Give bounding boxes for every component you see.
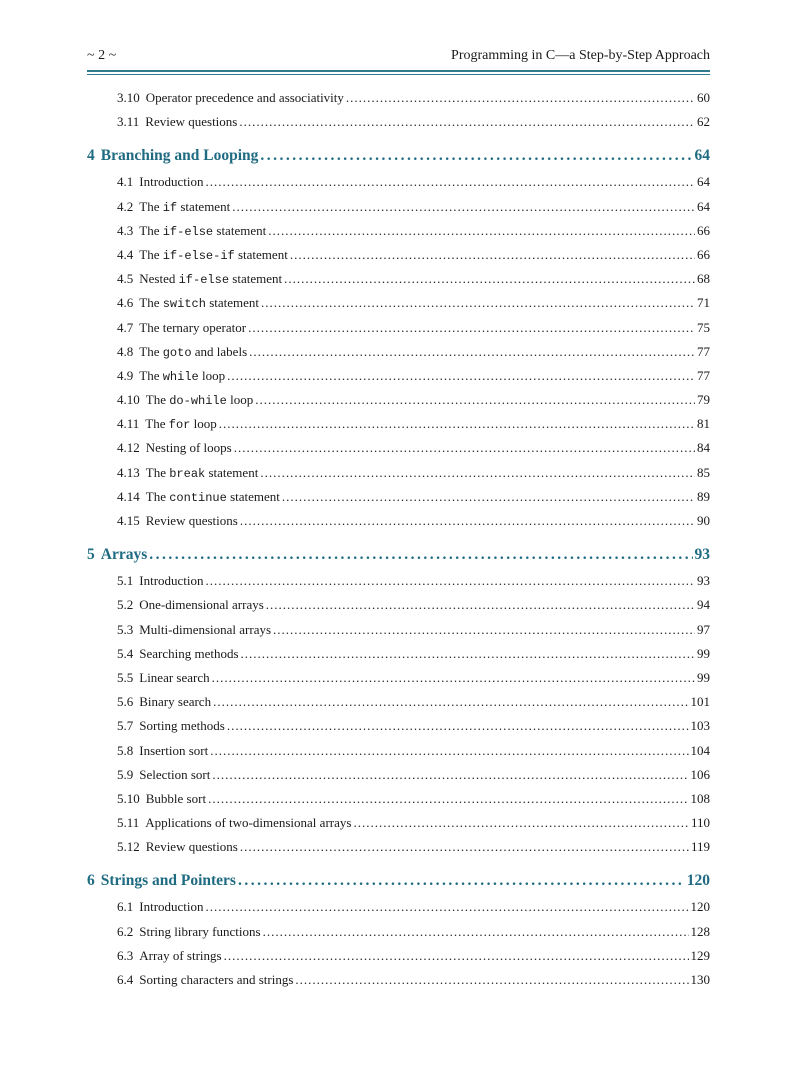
toc-entry[interactable] (87, 920, 710, 944)
chapter-page-number: 64 (694, 147, 710, 165)
entry-title (146, 436, 232, 460)
entry-title-text: Review questions (145, 114, 238, 130)
entry-page-number: 128 (690, 923, 710, 939)
entry-title-text: Nesting of loops (145, 440, 232, 456)
entry-code-keyword: break (169, 466, 206, 481)
entry-page-number: 104 (690, 742, 710, 758)
dot-leader (260, 143, 692, 169)
dot-leader (240, 835, 689, 859)
dot-leader (206, 569, 695, 593)
entry-title (139, 763, 210, 787)
chapter-heading[interactable] (87, 143, 710, 169)
entry-title (146, 485, 280, 510)
entry-code-keyword: if-else-if (162, 248, 235, 263)
toc-entry[interactable] (87, 835, 710, 859)
toc-entry[interactable] (87, 267, 710, 291)
entry-page-number: 60 (697, 90, 710, 105)
entry-title-text: Binary search (139, 694, 212, 710)
entry-page-number: 119 (690, 839, 710, 855)
dot-leader (212, 666, 695, 690)
entry-number: 5.4 (117, 645, 134, 661)
dot-leader (284, 267, 695, 291)
entry-page-number: 66 (697, 246, 710, 262)
entry-title (146, 388, 253, 413)
entry-number: 4.3 (117, 222, 134, 238)
toc-entry[interactable] (87, 944, 710, 968)
dot-leader (234, 436, 695, 460)
entry-number: 5.7 (117, 718, 134, 734)
dot-leader (249, 340, 695, 364)
dot-leader (212, 763, 688, 787)
entry-title-text: The (139, 343, 163, 359)
dot-leader (273, 618, 695, 642)
toc-entry[interactable] (87, 666, 710, 690)
entry-title (139, 618, 271, 642)
entry-title-text: Selection sort (139, 766, 211, 782)
header-rule-thick (87, 70, 710, 72)
entry-title-text: The (145, 416, 169, 432)
dot-leader (282, 485, 695, 509)
chapter-page-number: 93 (694, 546, 710, 564)
entry-page-number: 97 (697, 621, 710, 637)
entry-number: 5.10 (117, 790, 140, 806)
entry-title-text: Review questions (145, 513, 238, 528)
entry-title-text: The (145, 488, 170, 504)
entry-title-suffix: loop (190, 416, 217, 432)
entry-page-number: 108 (690, 790, 710, 806)
entry-title (145, 412, 216, 437)
entry-title-suffix: statement (213, 222, 267, 238)
entry-title (139, 968, 293, 992)
entry-title-text: Sorting characters and strings (139, 972, 294, 987)
toc-entry[interactable] (87, 690, 710, 714)
chapter-heading[interactable] (87, 868, 710, 894)
chapter-number: 6 (87, 872, 95, 890)
entry-title (139, 364, 225, 389)
entry-number: 3.10 (117, 90, 140, 105)
toc-entry[interactable] (87, 340, 710, 364)
entry-page-number: 93 (697, 573, 710, 589)
entry-page-number: 110 (690, 815, 710, 831)
entry-page-number: 79 (697, 392, 710, 408)
entry-title-text: The (139, 295, 163, 311)
entry-number: 5.6 (117, 694, 134, 710)
entry-page-number: 99 (697, 669, 710, 685)
entry-page-number: 81 (697, 416, 710, 432)
entry-code-keyword: while (162, 369, 199, 384)
entry-title (146, 835, 238, 859)
book-title: Programming in C—a Step-by-Step Approach (451, 48, 710, 63)
toc-entry[interactable] (87, 485, 710, 509)
entry-page-number: 103 (690, 718, 710, 734)
dot-leader (295, 968, 688, 992)
entry-number: 6.2 (117, 923, 134, 939)
dot-leader (219, 412, 695, 436)
entry-title (139, 340, 247, 365)
chapter-page-number: 120 (686, 872, 710, 890)
entry-page-number: 99 (697, 645, 710, 661)
entry-title (139, 267, 282, 292)
dot-leader (290, 243, 695, 267)
entry-title (139, 219, 266, 244)
chapter-heading[interactable] (87, 542, 710, 568)
toc-entry[interactable] (87, 618, 710, 642)
dot-leader (208, 787, 688, 811)
entry-title (139, 944, 221, 968)
entry-code-keyword: goto (162, 345, 192, 360)
dot-leader (240, 509, 695, 533)
dot-leader (260, 461, 695, 485)
entry-title-text: Linear search (139, 669, 210, 685)
toc-entry[interactable] (87, 714, 710, 738)
dot-leader (224, 944, 689, 968)
entry-number: 4.14 (117, 488, 140, 504)
entry-number: 5.3 (117, 621, 134, 637)
chapter-number: 4 (87, 147, 95, 165)
entry-title-suffix: loop (226, 392, 254, 408)
entry-title (139, 642, 238, 666)
dot-leader (261, 291, 695, 315)
entry-number: 5.1 (117, 573, 134, 589)
entry-title-suffix: statement (177, 198, 231, 214)
toc-entry[interactable] (87, 739, 710, 763)
toc-entry[interactable] (87, 219, 710, 243)
entry-title-suffix: loop (198, 367, 226, 383)
entry-title-suffix: statement (205, 295, 260, 311)
entry-code-keyword: for (168, 418, 191, 433)
dot-leader (210, 739, 688, 763)
toc-entry[interactable] (87, 509, 710, 533)
toc-entry[interactable] (87, 895, 710, 919)
entry-page-number: 89 (697, 488, 710, 504)
entry-title-text: The (139, 198, 163, 214)
entry-title-suffix: statement (234, 246, 288, 262)
entry-title-text: String library functions (139, 923, 261, 939)
dot-leader (149, 542, 692, 568)
dot-leader (206, 895, 689, 919)
entry-title-text: Introduction (139, 899, 204, 915)
entry-number: 5.5 (117, 669, 134, 685)
dot-leader (227, 364, 695, 388)
entry-number: 4.12 (117, 440, 140, 456)
entry-number: 4.2 (117, 198, 134, 214)
entry-code-keyword: if (162, 200, 178, 215)
entry-title-suffix: and labels (191, 343, 248, 359)
entry-page-number: 101 (690, 694, 710, 710)
entry-number: 4.13 (117, 464, 140, 480)
chapter-block (87, 868, 710, 992)
entry-title-text: Introduction (139, 573, 204, 589)
dot-leader (255, 388, 695, 412)
toc-entry[interactable] (87, 195, 710, 219)
entry-number: 4.6 (117, 295, 134, 311)
toc-entry[interactable] (87, 412, 710, 436)
dot-leader (227, 714, 689, 738)
entry-title-text: The (139, 367, 163, 383)
entry-title-text: Operator precedence and associativity (145, 90, 344, 105)
entry-number: 6.1 (117, 899, 134, 915)
toc-entry[interactable] (87, 763, 710, 787)
dot-leader (248, 316, 695, 340)
toc-entry[interactable] (87, 811, 710, 835)
entry-page-number: 120 (690, 899, 710, 915)
entry-title-text: Review questions (145, 839, 238, 855)
entry-title (139, 243, 288, 268)
dot-leader (263, 920, 689, 944)
entry-number: 3.11 (117, 114, 140, 130)
entry-page-number: 85 (697, 464, 710, 480)
dot-leader (206, 170, 695, 194)
entry-title (139, 170, 203, 194)
entry-title (139, 316, 246, 340)
toc-entry[interactable] (87, 110, 710, 134)
entry-number: 6.4 (117, 972, 134, 987)
entry-number: 4.15 (117, 513, 140, 528)
entry-title (146, 509, 238, 533)
entry-page-number: 66 (697, 222, 710, 238)
toc-entry[interactable] (87, 316, 710, 340)
entry-page-number: 64 (697, 174, 710, 190)
chapter-block (87, 143, 710, 533)
toc-entry[interactable] (87, 968, 710, 992)
entry-page-number: 84 (697, 440, 710, 456)
entry-title (139, 920, 260, 944)
toc-entry[interactable] (87, 388, 710, 412)
entry-page-number: 71 (697, 295, 710, 311)
entry-title (146, 787, 206, 811)
running-header (87, 46, 710, 68)
entry-title-suffix: statement (226, 488, 280, 504)
table-of-contents (87, 86, 710, 992)
toc-entry[interactable] (87, 461, 710, 485)
entry-title-text: Nested (139, 271, 179, 287)
entry-title-text: Introduction (139, 174, 204, 190)
dot-leader (213, 690, 688, 714)
entry-page-number: 77 (697, 367, 710, 383)
entry-title (139, 195, 230, 220)
entry-page-number: 130 (690, 972, 710, 987)
entry-number: 6.3 (117, 947, 134, 963)
entry-title (139, 739, 208, 763)
entry-title-text: The (139, 222, 163, 238)
continued-section (87, 86, 710, 134)
entry-title (139, 714, 225, 738)
dot-leader (241, 642, 695, 666)
entry-page-number: 77 (697, 343, 710, 359)
entry-number: 4.9 (117, 367, 134, 383)
toc-entry[interactable] (87, 291, 710, 315)
dot-leader (268, 219, 695, 243)
entry-title-suffix: statement (205, 464, 259, 480)
toc-entry[interactable] (87, 170, 710, 194)
entry-page-number: 64 (697, 198, 710, 214)
entry-title-text: The (139, 246, 163, 262)
entry-title (139, 569, 203, 593)
entry-number: 5.12 (117, 839, 140, 855)
entry-title-text: Bubble sort (145, 790, 207, 806)
chapter-title: Strings and Pointers (100, 872, 236, 890)
entry-title (139, 895, 203, 919)
entry-title (146, 86, 344, 110)
entry-title-text: The ternary operator (139, 319, 247, 335)
chapter-block (87, 542, 710, 859)
entry-number: 5.2 (117, 597, 134, 613)
entry-code-keyword: if-else (162, 224, 214, 239)
chapter-title: Branching and Looping (100, 147, 259, 165)
entry-title (139, 690, 211, 714)
entry-number: 5.8 (117, 742, 134, 758)
entry-title-text: Sorting methods (139, 718, 225, 734)
entry-page-number: 129 (690, 947, 710, 963)
entry-number: 4.11 (117, 416, 140, 432)
entry-title-text: Array of strings (139, 947, 222, 963)
entry-number: 4.7 (117, 319, 134, 335)
header-rule-thin (87, 74, 710, 75)
toc-entry[interactable] (87, 569, 710, 593)
chapter-title: Arrays (100, 546, 148, 564)
entry-number: 4.8 (117, 343, 134, 359)
toc-entry[interactable] (87, 642, 710, 666)
toc-entry[interactable] (87, 243, 710, 267)
entry-number: 5.9 (117, 766, 134, 782)
entry-page-number: 90 (697, 513, 710, 528)
entry-title (139, 291, 259, 316)
entry-title-text: One-dimensional arrays (139, 597, 264, 613)
entry-number: 4.5 (117, 271, 134, 287)
dot-leader (346, 86, 695, 110)
entry-title-text: Searching methods (139, 645, 239, 661)
entry-number: 4.10 (117, 392, 140, 408)
entry-page-number: 68 (697, 271, 710, 287)
entry-code-keyword: do-while (169, 394, 227, 409)
dot-leader (239, 110, 695, 134)
toc-entry[interactable] (87, 787, 710, 811)
toc-entry[interactable] (87, 436, 710, 460)
entry-number: 5.11 (117, 815, 140, 831)
entry-code-keyword: continue (169, 490, 227, 505)
toc-entry[interactable] (87, 593, 710, 617)
dot-leader (353, 811, 689, 835)
entry-title (145, 811, 351, 835)
dot-leader (232, 195, 695, 219)
entry-title (146, 461, 259, 486)
entry-title (145, 110, 237, 134)
entry-page-number: 62 (697, 114, 710, 130)
entry-title-text: The (145, 464, 170, 480)
chapter-number: 5 (87, 546, 95, 564)
entry-title-text: The (145, 392, 170, 408)
entry-page-number: 75 (697, 319, 710, 335)
dot-leader (266, 593, 695, 617)
entry-title-suffix: statement (229, 271, 283, 287)
entry-title-text: Multi-dimensional arrays (139, 621, 272, 637)
entry-code-keyword: if-else (178, 273, 230, 288)
entry-number: 4.1 (117, 174, 134, 190)
entry-number: 4.4 (117, 246, 134, 262)
page-number: ~ 2 ~ (87, 48, 117, 63)
entry-title (139, 593, 264, 617)
entry-title-text: Applications of two-dimensional arrays (145, 815, 352, 831)
toc-entry[interactable] (87, 86, 710, 110)
toc-entry[interactable] (87, 364, 710, 388)
entry-title-text: Insertion sort (139, 742, 209, 758)
dot-leader (238, 868, 685, 894)
entry-page-number: 106 (690, 766, 710, 782)
entry-title (139, 666, 209, 690)
entry-page-number: 94 (697, 597, 710, 613)
entry-code-keyword: switch (162, 297, 206, 312)
